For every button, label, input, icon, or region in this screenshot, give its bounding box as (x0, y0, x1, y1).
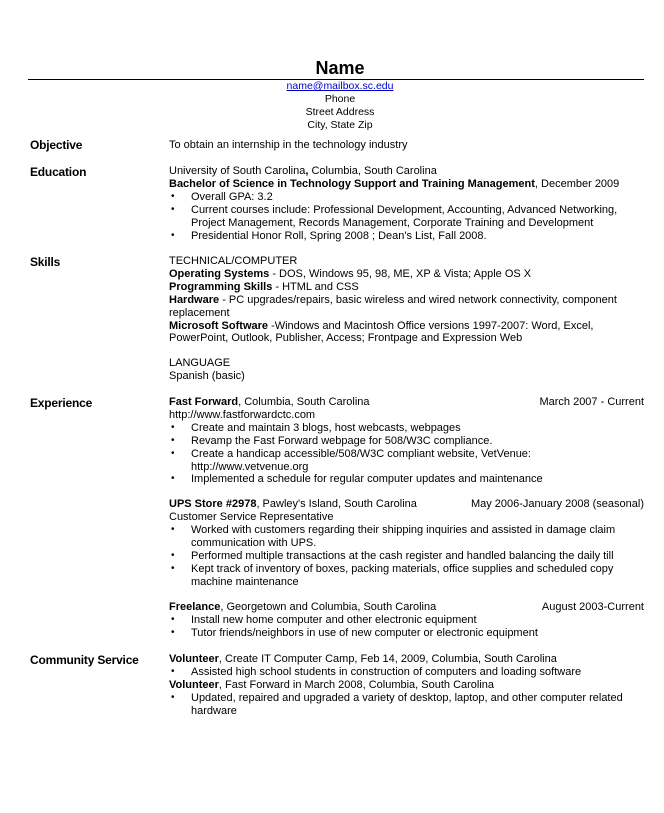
community-heading: Community Service (30, 653, 139, 667)
volunteer-title: Volunteer (169, 678, 219, 691)
resume-name: Name (315, 58, 365, 78)
volunteer-bullets (169, 666, 644, 679)
education-school-line: University of South Carolina, Columbia, South Carolina (169, 165, 437, 177)
volunteer-line (169, 653, 644, 666)
job-location: , Pawley's Island, South Carolina (256, 498, 417, 511)
job-location: , Columbia, South Carolina (238, 396, 370, 408)
skills-content (169, 255, 644, 383)
skill-line (169, 320, 644, 346)
school-location: Columbia, South Carolina (308, 165, 437, 177)
list-item: • Updated, repaired and upgraded a variety of desktop, laptop, and other computer related hardware (169, 692, 644, 718)
job-bullets (169, 422, 644, 487)
degree-title: Bachelor of Science in Technology Support and Training Management (169, 177, 535, 190)
job-header (169, 601, 644, 614)
volunteer-line (169, 679, 644, 692)
job-dates: May 2006-January 2008 (seasonal) (470, 498, 644, 511)
job-dates: March 2007 - Current (539, 396, 644, 408)
volunteer-text: , Fast Forward in March 2008, Columbia, South Carolina (218, 678, 495, 691)
list-item: • Current courses include: Professional Development, Accounting, Advanced Networking, Project Management, Records Management, Corporate Training and Development (169, 204, 644, 230)
volunteer-title: Volunteer (169, 653, 219, 665)
list-item: • Create and maintain 3 blogs, host webcasts, webpages (169, 422, 644, 435)
list-item: • Performed multiple transactions at the cash register and handled balancing the daily till (169, 550, 644, 563)
school-name: University of South Carolina (169, 165, 306, 177)
volunteer-text: , Create IT Computer Camp, Feb 14, 2009, Columbia, South Carolina (218, 653, 557, 665)
job-employer: UPS Store #2978 (169, 498, 257, 511)
list-item: • Revamp the Fast Forward webpage for 508/W3C compliance. (169, 435, 644, 448)
language-heading: LANGUAGE (169, 357, 231, 370)
objective-heading: Objective (30, 138, 83, 152)
skill-title: Hardware (169, 293, 220, 306)
job-dates: August 2003-Current (541, 600, 644, 613)
contact-block (0, 80, 664, 132)
degree-date: , December 2009 (534, 177, 620, 190)
objective-text: To obtain an internship in the technology industry (169, 139, 408, 151)
email-link[interactable]: name@mailbox.sc.edu (286, 80, 394, 92)
list-item: • Presidential Honor Roll, Spring 2008 ; Dean's List, Fall 2008. (169, 230, 644, 243)
job-bullets (169, 614, 644, 640)
job-header (169, 498, 644, 511)
list-item: • Implemented a schedule for regular computer updates and maintenance (169, 473, 644, 486)
experience-heading: Experience (30, 396, 93, 410)
list-item: • Assisted high school students in construction of computers and loading software (169, 666, 644, 679)
education-content (169, 165, 644, 242)
contact-street: Street Address (305, 106, 375, 118)
experience-content (169, 396, 644, 639)
skill-text: - DOS, Windows 95, 98, ME, XP & Vista; Apple OS X (269, 267, 532, 280)
list-item: • Overall GPA: 3.2 (169, 191, 644, 204)
skill-title: Operating Systems (169, 267, 270, 280)
education-degree-line (169, 178, 644, 191)
volunteer-bullets (169, 692, 644, 718)
technical-heading: TECHNICAL/COMPUTER (169, 255, 298, 267)
job-employer: Fast Forward (169, 396, 239, 408)
job-employer: Freelance (169, 600, 221, 613)
job-subline: Customer Service Representative (169, 511, 334, 524)
skill-line (169, 281, 644, 294)
list-item: • Tutor friends/neighbors in use of new computer or electronic equipment (169, 627, 644, 640)
list-item: • Create a handicap accessible/508/W3C compliant website, VetVenue: http://www.vetvenue.org (169, 448, 644, 474)
education-heading: Education (30, 165, 87, 179)
skill-title: Microsoft Software (169, 319, 269, 332)
language-text: Spanish (basic) (169, 370, 245, 383)
job-subline: http://www.fastforwardctc.com (169, 408, 316, 421)
education-bullets (169, 191, 644, 243)
skill-text: - PC upgrades/repairs, basic wireless and wired network connectivity, component replacement (169, 293, 617, 319)
job-location: , Georgetown and Columbia, South Carolina (220, 600, 437, 613)
skills-heading: Skills (30, 255, 61, 269)
skill-title: Programming Skills (169, 280, 273, 293)
community-content (169, 653, 644, 718)
skill-line (169, 294, 644, 320)
job-header (169, 396, 644, 409)
skill-text: - HTML and CSS (272, 280, 359, 293)
list-item: • Worked with customers regarding their shipping inquiries and assisted in damage claim communication with UPS. (169, 524, 644, 550)
list-item: • Install new home computer and other electronic equipment (169, 614, 644, 627)
contact-phone: Phone (324, 93, 356, 105)
skill-text: -Windows and Macintosh Office versions 1997-2007: Word, Excel, PowerPoint, Outlook, Publisher, Access; Frontpage and Expression Web (169, 319, 594, 345)
contact-city: City, State Zip (307, 119, 373, 131)
job-bullets (169, 524, 644, 589)
skill-line (169, 268, 644, 281)
list-item: • Kept track of inventory of boxes, packing materials, office supplies and scheduled copy machine maintenance (169, 563, 644, 589)
